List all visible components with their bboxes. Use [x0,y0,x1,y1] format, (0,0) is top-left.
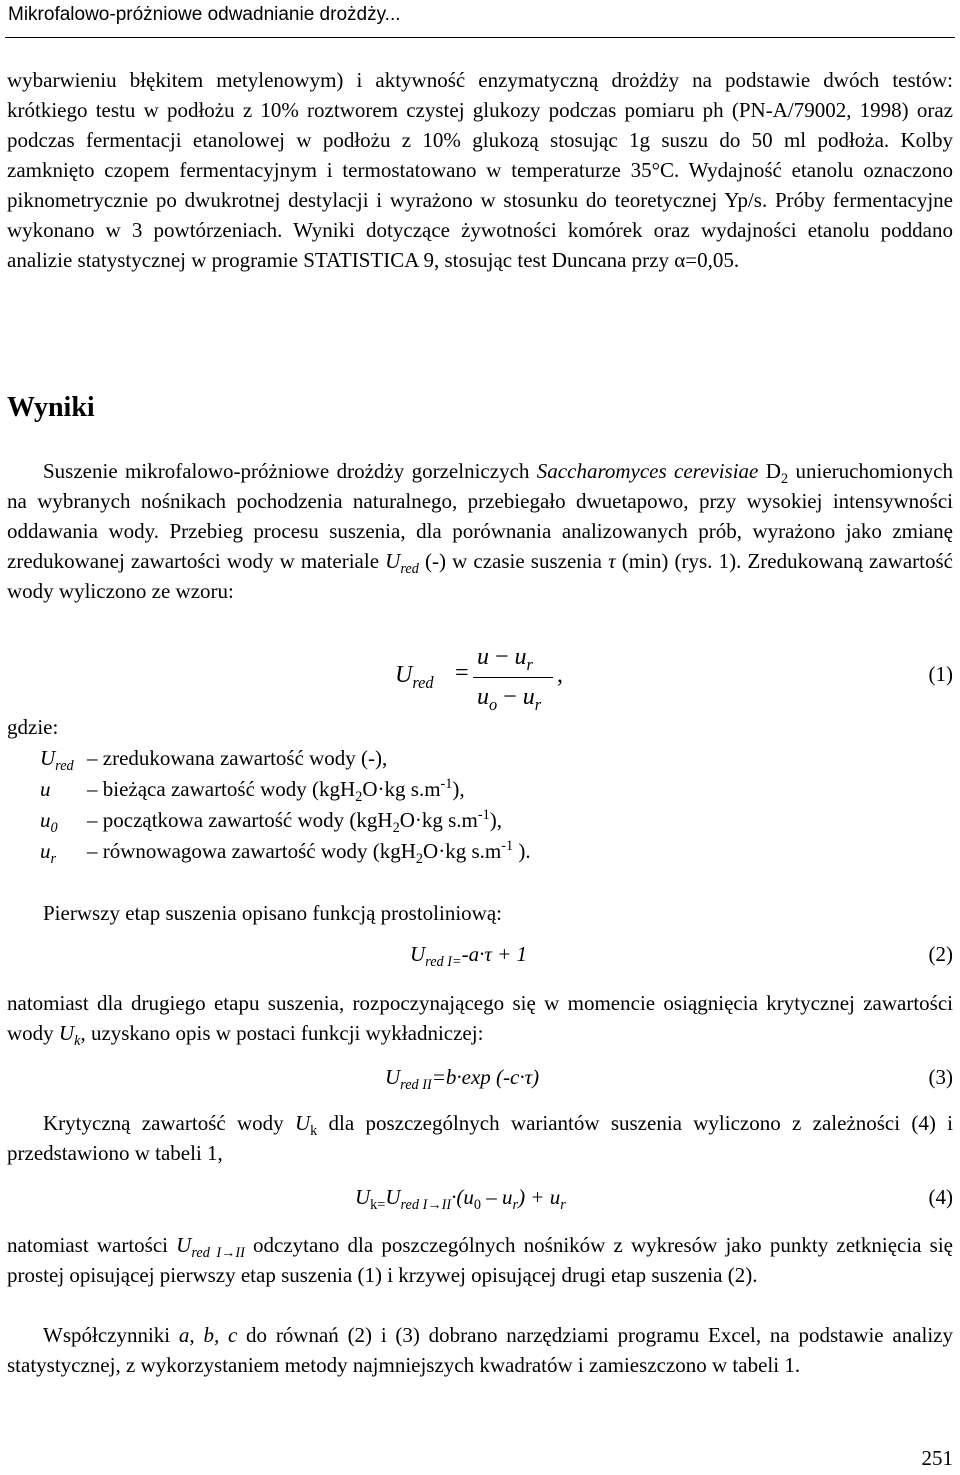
paragraph-read-values: natomiast wartości $U_{red I\to II}$ odczytano dla poszczególnych nośników z wykresów jako punkty zetknięcia się prostej opisującej pierwszy etap suszenia (1) i krzywej opisującej drugi etap suszenia (2). [7,1233,953,1287]
equation-4-number: (4) [928,1185,953,1209]
page-number: 251 [921,1446,953,1470]
equation-2: $U_{red I=}-a\cdot\tau + 1$ [410,942,528,971]
paragraph-methods: wybarwieniu błękitem metylenowym) i aktywność enzymatyczną drożdży na podstawie dwóch testów: krótkiego testu w podłożu z 10% roztworem czystej glukozy podczas pomiaru ph (PN-A/79002, 1998) oraz podczas fermentacji etanolowej w podłożu z 10% glukozą stosując 1g suszu do 50 ml podłoża. Kolby zamknięto czopem fermentacyjnym i termostatowano w temperaturze 35°C. Wydajność etanolu oznaczono piknometrycznie po dwukrotnej destylacji i wyrażono w stosunku do teoretycznej Yp/s. Próby fermentacyjne wykonano w 3 powtórzeniach. Wyniki dotyczące żywotności komórek oraz wydajności etanolu poddano analizie statystycznej w programie STATISTICA 9, stosując test Duncana przy α=0,05. [7,68,953,272]
running-title: Mikrofalowo-próżniowe odwadnianie drożdży... [8,4,401,25]
definition-row: $u_0$ – początkowa zawartość wody (kgH$_2$O·kg $s.m^{-1}$), [40,807,503,837]
definition-row: u – bieżąca zawartość wody (kgH$_2$O·kg $s.m^{-1}$), [40,776,465,806]
equation-1-number: (1) [928,662,953,686]
section-heading: Wyniki [7,392,95,423]
paragraph-critical-content: Krytyczną zawartość wody $U_k$ dla poszczególnych wariantów suszenia wyliczono z zależności (4) i przedstawiono w tabeli 1, [7,1111,953,1165]
equation-3-number: (3) [928,1065,953,1089]
paragraph-second-stage: natomiast dla drugiego etapu suszenia, rozpoczynającego się w momencie osiągnięcia krytycznej zawartości wody $U_k$, uzyskano opis w postaci funkcji wykładniczej: [7,991,953,1050]
paragraph-results-intro: Suszenie mikrofalowo-próżniowe drożdży gorzelniczych Saccharomyces cerevisiae $D_2$ unieruchomionych na wybranych nośnikach pochodzenia naturalnego, przebiegało dwuetapowo, przy wysokiej intensywności oddawania wody. Przebieg procesu suszenia, dla porównania analizowanych prób, wyrażono jako zmianę zredukowanej zawartości wody w materiale $U_{red}$ (-) w czasie suszenia τ (min) (rys. 1). Zredukowaną zawartość wody wyliczono ze wzoru: [7,459,953,603]
definition-row: $U_{red}$ – zredukowana zawartość wody (-), [40,746,388,775]
equation-2-number: (2) [928,942,953,966]
fraction-bar [473,677,553,678]
definitions [7,712,531,868]
definition-row: $u_r$ – równowagowa zawartość wody (kgH$_2$O·kg $s.m^{-1}$ ). [40,838,531,868]
paragraph-first-stage: Pierwszy etap suszenia opisano funkcją prostoliniową: [43,901,502,925]
equation-4: $U_{k=}U_{red I\to II}\cdot(u_0 - u_r) + u_r$ [355,1185,566,1214]
header-rule [5,37,955,38]
equation-3: $U_{red II}=b\cdot\exp$ (-c·τ) [385,1065,540,1094]
gdzie-label: gdzie: [7,715,59,739]
paragraph-coefficients: Współczynniki a, b, c do równań (2) i (3) dobrano narzędziami programu Excel, na podstawie analizy statystycznej, z wykorzystaniem metody najmniejszych kwadratów i zamieszczono w tabeli 1. [7,1323,954,1377]
